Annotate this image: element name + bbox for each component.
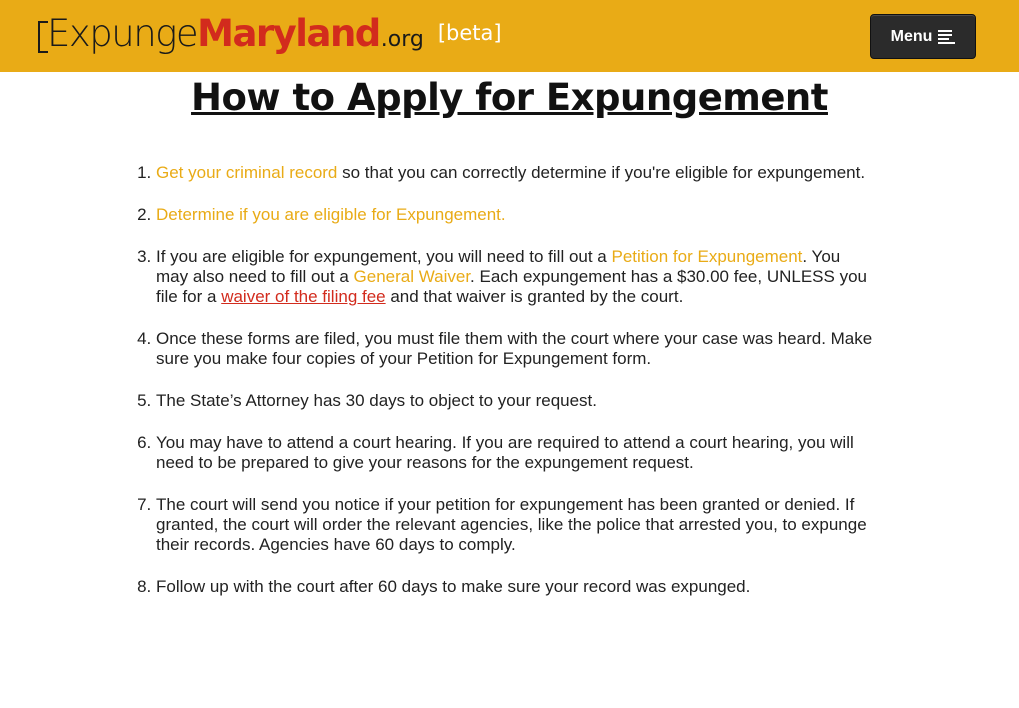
fee-waiver-link[interactable]: waiver of the filing fee (221, 287, 386, 306)
step-text: If you are eligible for expungement, you will need to fill out a (156, 247, 612, 266)
site-logo[interactable] (38, 12, 502, 56)
general-waiver-link[interactable]: General Waiver (353, 267, 471, 286)
step-text: . Each expungement has a $30.00 fee, UNLESS you file for a (156, 267, 867, 306)
step-text: and that waiver is granted by the court. (385, 287, 684, 306)
logo-bracket-icon (38, 21, 48, 53)
step-text: Follow up with the court after 60 days to make sure your record was expunged. (156, 577, 751, 596)
beta-badge: [beta] (437, 21, 502, 45)
step-text: so that you can correctly determine if you're eligible for expungement. (337, 163, 866, 182)
step-text: The court will send you notice if your petition for expungement has been granted or denied. If granted, the court will order the relevant agencies, like the police that arrested you, to expunge their records. Agencies have 60 days to comply. (156, 495, 867, 554)
step-text: Once these forms are filed, you must file them with the court where your case was heard. Make sure you make four copies of your Petition for Expungement form. (156, 329, 873, 368)
list-item (156, 495, 876, 555)
list-item (156, 433, 876, 473)
petition-link[interactable]: Petition for Expungement (611, 247, 803, 266)
logo-text-expunge: Expunge (47, 12, 198, 55)
list-item (156, 163, 876, 183)
list-item (156, 205, 876, 225)
list-item (156, 391, 876, 411)
list-item (156, 247, 876, 307)
hamburger-icon (938, 30, 955, 44)
top-navbar (0, 0, 1019, 72)
list-item (156, 577, 876, 597)
step-text: . You may also need to fill out a (156, 247, 841, 286)
criminal-record-link[interactable]: Get your criminal record (156, 163, 338, 182)
eligibility-link[interactable]: Determine if you are eligible for Expungement. (156, 205, 506, 224)
step-text: You may have to attend a court hearing. If you are required to attend a court hearing, you will need to be prepared to give your reasons for the expungement request. (156, 433, 854, 472)
page-title: How to Apply for Expungement (191, 76, 828, 119)
logo-text-maryland: Maryland (197, 12, 380, 55)
menu-button[interactable] (870, 14, 976, 59)
step-text: The State’s Attorney has 30 days to object to your request. (156, 391, 598, 410)
steps-list (0, 163, 876, 597)
menu-label: Menu (890, 27, 933, 45)
logo-text-org: .org (380, 27, 424, 52)
list-item (156, 329, 876, 369)
